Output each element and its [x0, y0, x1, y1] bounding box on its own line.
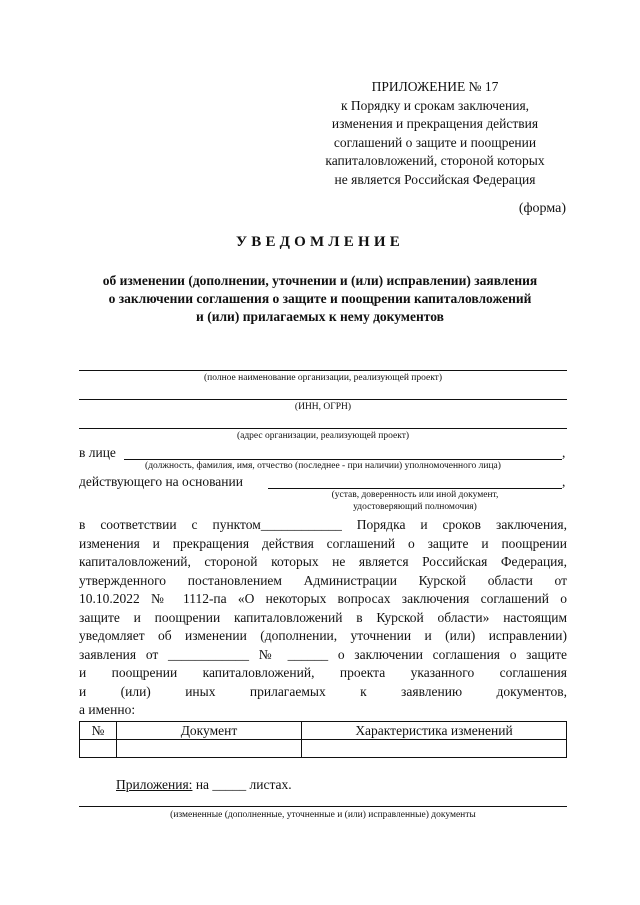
attachments-text: на _____ листах.	[192, 777, 292, 792]
subtitle-line: о заключении соглашения о защите и поощрении капиталовложений	[108, 291, 532, 306]
body-line: а именно:	[79, 702, 136, 717]
table-cell-changes[interactable]	[302, 740, 567, 758]
inn-ogrn-caption: (ИНН, ОГРН)	[294, 402, 352, 412]
table-header-row	[80, 722, 567, 740]
annex-text-line: к Порядку и срокам заключения,	[340, 97, 530, 113]
in-person-field[interactable]	[124, 459, 562, 460]
annex-text-line: не является Российская Федерация	[334, 171, 536, 187]
document-subtitle	[60, 272, 580, 326]
table-row	[80, 740, 567, 758]
org-name-field[interactable]	[79, 370, 567, 371]
body-line: утвержденного постановлением Администрации Курской области от	[79, 572, 567, 588]
body-line: заявления от ____________ № ______ о заключении соглашения о защите	[79, 646, 567, 662]
body-line: уведомляет об изменении (дополнении, уточнении и (или) исправлении)	[79, 628, 567, 643]
header-document: Документ	[117, 722, 302, 740]
table-cell-document[interactable]	[117, 740, 302, 758]
form-label: (форма)	[518, 201, 566, 216]
attachments-line	[116, 777, 292, 793]
basis-label: действующего на основании	[79, 474, 243, 489]
annex-text-line: соглашений о защите и поощрении	[333, 134, 537, 150]
in-person-label: в лице	[79, 445, 116, 460]
header-changes: Характеристика изменений	[302, 722, 567, 740]
body-line: капиталовложений, стороной которых не является Российская Федерация,	[79, 554, 567, 569]
attachments-caption: (измененные (дополненные, уточненные и (или) исправленные) документы	[170, 810, 476, 820]
basis-field[interactable]	[268, 488, 562, 489]
body-line: защите и поощрении капиталовложений в Курской области» настоящим	[79, 609, 567, 625]
body-line: и поощрении капиталовложений, проекта указанного соглашения	[79, 665, 567, 680]
subtitle-line: об изменении (дополнении, уточнении и (или) исправлении) заявления	[102, 273, 538, 288]
in-person-caption: (должность, фамилия, имя, отчество (последнее - при наличии) уполномоченного лица)	[145, 461, 501, 471]
attachments-field[interactable]	[79, 806, 567, 807]
body-line: изменения и прекращения действия соглашений о защите и поощрении	[79, 535, 567, 551]
basis-caption: (устав, доверенность или иной документ,	[331, 490, 499, 500]
body-line: 10.10.2022 № 1112-па «О некоторых вопросах заключения соглашений о	[79, 591, 567, 606]
inn-ogrn-field[interactable]	[79, 399, 567, 400]
org-name-caption: (полное наименование организации, реализующей проект)	[203, 373, 442, 383]
documents-table	[79, 721, 567, 758]
annex-header	[300, 78, 570, 189]
annex-text-line: изменения и прекращения действия	[331, 116, 539, 131]
document-title: УВЕДОМЛЕНИЕ	[236, 234, 404, 250]
annex-text-line: капиталовложений, стороной которых	[325, 153, 545, 168]
table-cell-number[interactable]	[80, 740, 117, 758]
comma: ,	[562, 474, 566, 489]
header-number: №	[80, 722, 117, 740]
attachments-label: Приложения:	[116, 777, 193, 792]
subtitle-line: и (или) прилагаемых к нему документов	[196, 309, 444, 324]
body-line: в соответствии с пунктом____________ Порядка и сроков заключения,	[79, 517, 567, 532]
annex-number: ПРИЛОЖЕНИЕ № 17	[371, 79, 499, 94]
basis-caption: удостоверяющий полномочия)	[353, 502, 477, 512]
address-caption: (адрес организации, реализующей проект)	[236, 431, 410, 441]
body-paragraph	[79, 516, 567, 720]
comma: ,	[562, 445, 566, 460]
address-field[interactable]	[79, 428, 567, 429]
body-line: и (или) иных прилагаемых к заявлению документов,	[79, 683, 567, 699]
